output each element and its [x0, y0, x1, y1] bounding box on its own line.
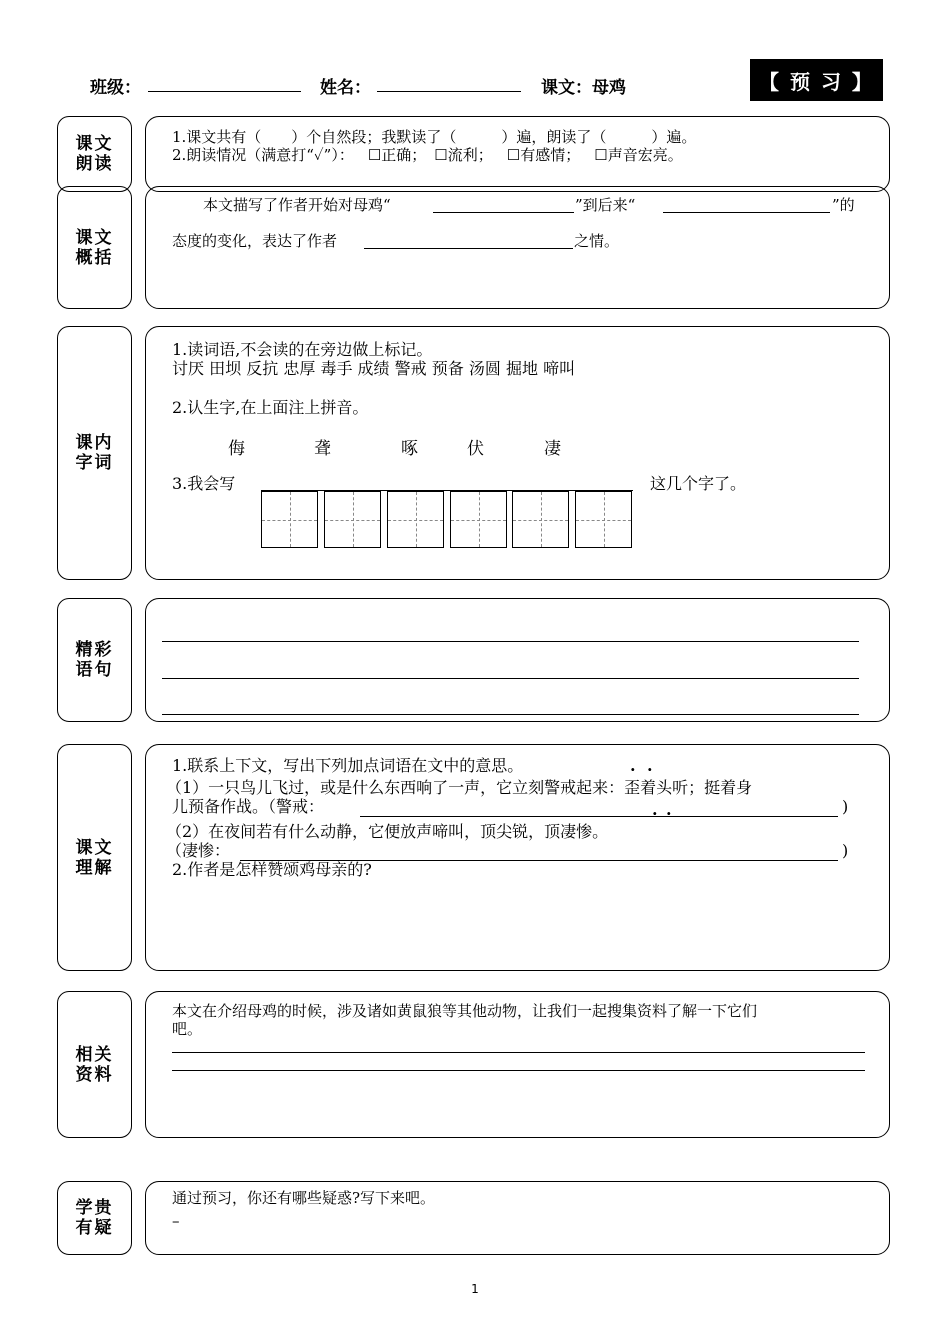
words-task-3a: 3.我会写	[172, 474, 236, 493]
word-item: 啼叫	[543, 359, 576, 378]
sentences-content-box	[145, 598, 890, 722]
new-char: 凄	[544, 439, 561, 459]
understanding-q1: 1.联系上下文，写出下列加点词语在文中的意思。	[172, 756, 524, 775]
sentence-write-line[interactable]	[162, 678, 859, 679]
materials-label-box	[57, 991, 132, 1138]
word-item: 毒手	[320, 359, 353, 378]
words-task-2: 2.认生字,在上面注上拼音。	[172, 398, 369, 417]
close-paren: )	[842, 841, 849, 860]
word-item: 预备	[431, 359, 464, 378]
writing-grid-cell[interactable]	[450, 491, 507, 548]
questions-input-mark[interactable]: –	[172, 1212, 180, 1230]
word-item: 掘地	[505, 359, 538, 378]
emphasis-dot: ·	[647, 760, 653, 779]
word-item: 警戒	[394, 359, 427, 378]
reading-label: 课文朗读	[75, 134, 114, 174]
class-label: 班级：	[90, 78, 141, 98]
summary-text-d: 态度的变化，表达了作者	[172, 232, 338, 250]
words-task-1: 1.读词语,不会读的在旁边做上标记。	[172, 340, 433, 359]
word-item: 成绩	[357, 359, 390, 378]
summary-text-a: 本文描写了作者开始对母鸡“	[203, 196, 391, 214]
summary-label: 课文概括	[75, 227, 114, 268]
answer-blank-jingjie[interactable]	[360, 816, 838, 817]
checkbox-fluent[interactable]: ☐	[434, 146, 448, 164]
sentences-label-box	[57, 598, 132, 722]
words-task-3b: 这几个字了。	[650, 474, 747, 493]
lesson-title: 课文：母鸡	[541, 78, 626, 98]
class-blank[interactable]	[148, 91, 301, 92]
reading-label-box	[57, 116, 132, 192]
word-item: 反抗	[246, 359, 279, 378]
understanding-q1-1a: （1）一只鸟儿飞过，或是什么东西响了一声，它立刻警戒起来：歪着头听；挺着身	[166, 778, 753, 797]
option-loud: 声音宏亮。	[607, 146, 683, 164]
name-label: 姓名：	[320, 78, 371, 98]
reading-line-2	[172, 146, 683, 165]
option-fluent: 流利；	[447, 146, 493, 164]
word-item: 汤圆	[468, 359, 501, 378]
writing-grid-cell[interactable]	[575, 491, 632, 548]
new-char: 伏	[467, 439, 484, 459]
checkbox-correct[interactable]: ☐	[367, 146, 382, 164]
understanding-q1-2a: （2）在夜间若有什么动静，它便放声啼叫，顶尖锐，顶凄惨。	[166, 822, 609, 841]
questions-text: 通过预习，你还有哪些疑惑?写下来吧。	[172, 1189, 436, 1207]
new-char: 侮	[228, 439, 245, 459]
sentence-write-line[interactable]	[162, 641, 859, 642]
summary-text-c: ”的	[832, 196, 855, 214]
page-number: 1	[471, 1282, 479, 1296]
emphasis-dot: ·	[666, 804, 672, 823]
materials-write-line[interactable]	[172, 1070, 865, 1071]
materials-label: 相关资料	[75, 1044, 114, 1085]
writing-grid-cell[interactable]	[324, 491, 381, 548]
understanding-q1-1b: 儿预备作战。（警戒：	[172, 797, 325, 816]
close-paren: )	[842, 797, 849, 816]
understanding-label: 课文理解	[75, 837, 114, 878]
words-label: 课内字词	[75, 433, 114, 473]
option-emotion: 有感情；	[520, 146, 581, 164]
writing-grid-cell[interactable]	[512, 491, 569, 548]
checkbox-emotion[interactable]: ☐	[506, 146, 521, 164]
emphasis-dot: ·	[630, 760, 636, 779]
checkbox-loud[interactable]: ☐	[594, 146, 608, 164]
emphasis-dot: ·	[652, 804, 658, 823]
new-char: 聋	[314, 439, 331, 459]
sentence-write-line[interactable]	[162, 714, 859, 715]
word-item: 田坝	[209, 359, 242, 378]
materials-text-b: 吧。	[172, 1020, 203, 1038]
words-label-box	[57, 326, 132, 580]
name-blank[interactable]	[377, 91, 521, 92]
preview-badge: 【 预 习 】	[750, 59, 883, 101]
summary-blank-3[interactable]	[364, 248, 573, 249]
reading-line-1: 1.课文共有（ ）个自然段；我默读了（ ）遍，朗读了（ ）遍。	[172, 128, 697, 146]
word-list	[172, 359, 575, 378]
summary-text-e: 之情。	[574, 232, 620, 250]
word-item: 讨厌	[172, 359, 205, 378]
summary-blank-2[interactable]	[663, 212, 830, 213]
questions-label: 学贵有疑	[75, 1198, 114, 1238]
reading-status-label: 2.朗读情况（满意打“✓”）：	[172, 146, 354, 164]
materials-text-a: 本文在介绍母鸡的时候，涉及诸如黄鼠狼等其他动物，让我们一起搜集资料了解一下它们	[172, 1002, 758, 1020]
understanding-label-box	[57, 744, 132, 971]
materials-write-line[interactable]	[172, 1052, 865, 1053]
understanding-q2: 2.作者是怎样赞颂鸡母亲的?	[172, 860, 372, 879]
understanding-q1-2b: （凄惨：	[166, 841, 231, 860]
writing-grid-cell[interactable]	[261, 491, 318, 548]
writing-grid-cell[interactable]	[387, 491, 444, 548]
summary-text-b: ”到后来“	[575, 196, 636, 214]
questions-label-box	[57, 1181, 132, 1255]
new-char: 啄	[401, 439, 418, 459]
word-item: 忠厚	[283, 359, 316, 378]
summary-label-box	[57, 186, 132, 309]
summary-blank-1[interactable]	[433, 212, 574, 213]
sentences-label: 精彩语句	[75, 640, 114, 680]
option-correct: 正确；	[381, 146, 427, 164]
